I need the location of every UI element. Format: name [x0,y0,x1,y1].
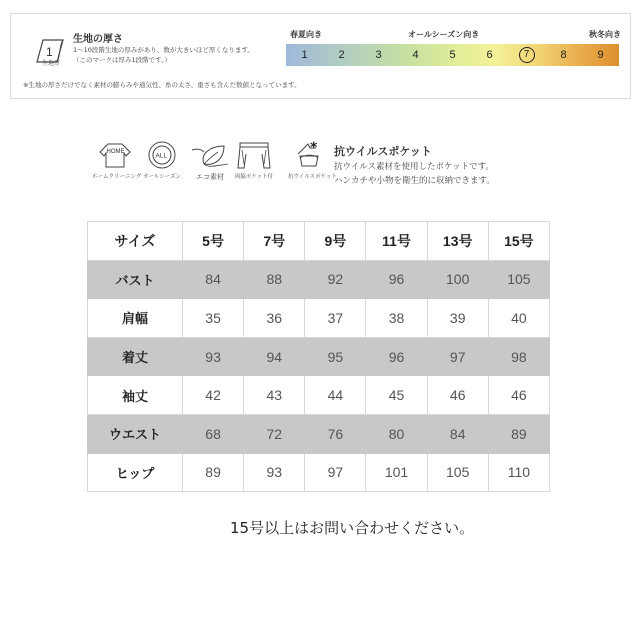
fabric-thickness-icon-label: 生地厚 [41,60,60,67]
home-cleaning-icon [98,140,132,170]
row-label: ヒップ [88,453,183,492]
table-cell: 98 [488,337,549,376]
header-cell: 9号 [305,222,366,261]
table-cell: 76 [305,414,366,453]
size-chart-table [87,221,550,492]
table-cell: 105 [488,260,549,299]
table-cell: 101 [366,453,427,492]
fabric-thickness-title: 生地の厚さ [73,34,123,45]
table-cell: 97 [305,453,366,492]
size-inquiry-footnote: 15号以上はお問い合わせください。 [230,519,475,537]
table-cell: 72 [244,414,305,453]
autumn-winter-label: 秋冬向き [589,30,621,39]
table-cell: 89 [183,453,244,492]
feature-all-season [140,140,184,180]
row-label: ウエスト [88,414,183,453]
icon-caption: 両脇ポケット付 [234,174,274,180]
antivirus-pocket-description [334,160,495,188]
header-cell: 5号 [183,222,244,261]
table-cell: 68 [183,414,244,453]
description-line: 抗ウイルス素材を使用したポケットです。 [334,162,494,172]
icon-caption: オールシーズン [143,174,181,180]
scale-value: 5 [449,49,456,61]
description-line: （このマークは厚み1段階です。） [73,56,171,64]
svg-text:HOME: HOME [106,149,125,155]
table-cell: 46 [427,376,488,415]
table-row [88,337,550,376]
icon-caption: ホームクリーニング [92,174,142,180]
scale-value: 9 [597,49,604,61]
scale-value-selected [508,47,545,63]
feature-home-cleaning [92,140,142,180]
feature-eco-material [190,140,230,182]
table-row [88,299,550,338]
table-cell: 42 [183,376,244,415]
table-cell: 94 [244,337,305,376]
antivirus-pocket-title: 抗ウイルスポケット [334,145,432,158]
svg-text:ALL: ALL [155,152,168,160]
table-cell: 35 [183,299,244,338]
row-label: 着丈 [88,337,183,376]
header-cell: 13号 [427,222,488,261]
table-cell: 36 [244,299,305,338]
thickness-note: ※生地の厚さだけでなく素材の膨らみや通気性、糸の太さ、重さも含んだ数値となっています。 [23,81,301,89]
scale-value: 3 [375,49,382,61]
table-cell: 43 [244,376,305,415]
header-cell: サイズ [88,222,183,261]
table-cell: 45 [366,376,427,415]
table-cell: 88 [244,260,305,299]
table-cell: 93 [244,453,305,492]
svg-text:1: 1 [46,45,53,59]
icon-caption: 抗ウイルスポケット [288,174,337,180]
scale-value: 1 [301,49,308,61]
table-cell: 46 [488,376,549,415]
table-row [88,414,550,453]
table-cell: 96 [366,260,427,299]
thickness-scale-labels [286,29,621,41]
fabric-thickness-description [73,45,254,65]
row-label: 袖丈 [88,376,183,415]
feature-antivirus-pocket [288,140,337,180]
table-cell: 89 [488,414,549,453]
table-cell: 40 [488,299,549,338]
selected-circle: 7 [519,47,535,63]
table-cell: 39 [427,299,488,338]
header-cell: 7号 [244,222,305,261]
eco-material-icon [190,140,230,170]
table-header-row [88,222,550,261]
table-cell: 38 [366,299,427,338]
table-cell: 80 [366,414,427,453]
all-season-icon [147,140,177,170]
table-cell: 37 [305,299,366,338]
antivirus-pocket-icon [294,140,326,170]
header-cell: 15号 [488,222,549,261]
scale-value: 6 [486,49,493,61]
scale-value: 8 [560,49,567,61]
table-row [88,376,550,415]
table-cell: 97 [427,337,488,376]
table-cell: 92 [305,260,366,299]
table-cell: 110 [488,453,549,492]
feature-side-pockets [234,140,274,180]
table-cell: 100 [427,260,488,299]
all-season-label: オールシーズン向き [408,30,480,39]
icon-caption: エコ素材 [196,173,224,181]
table-cell: 105 [427,453,488,492]
table-cell: 84 [183,260,244,299]
table-row [88,453,550,492]
description-line: ハンカチや小物を衛生的に収納できます。 [334,176,495,186]
scale-value: 2 [338,49,345,61]
description-line: 1～10段階生地の厚みがあり、数が大きいほど厚くなります。 [73,46,254,54]
table-row [88,260,550,299]
row-label: 肩幅 [88,299,183,338]
spring-summer-label: 春夏向き [290,30,322,39]
table-cell: 44 [305,376,366,415]
scale-value: 4 [412,49,419,61]
header-cell: 11号 [366,222,427,261]
side-pockets-icon [236,140,272,170]
fabric-thickness-panel [10,13,631,99]
table-cell: 93 [183,337,244,376]
table-cell: 84 [427,414,488,453]
table-cell: 96 [366,337,427,376]
svg-text:*: * [310,140,318,156]
table-cell: 95 [305,337,366,376]
thickness-scale-bar [286,44,619,66]
row-label: バスト [88,260,183,299]
